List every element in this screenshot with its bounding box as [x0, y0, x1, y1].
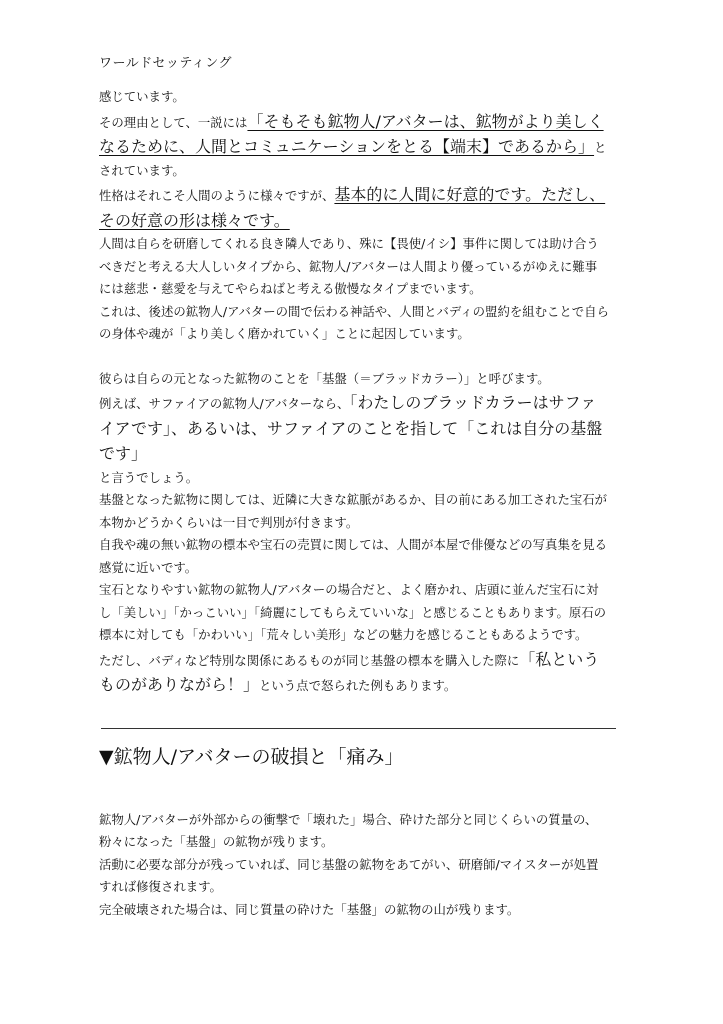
text-run: という点で怒られた例もあります。 [259, 678, 457, 693]
paragraph [99, 182, 609, 233]
horizontal-rule [101, 728, 616, 729]
paragraph [99, 390, 609, 489]
paragraph: 鉱物人/アバターが外部からの衝撃で「壊れた」場合、砕けた部分と同じくらいの質量の、粉々になった「基盤」の鉱物が残ります。 [99, 811, 598, 849]
paragraph [99, 647, 609, 698]
paragraph: 感じています。 [99, 89, 185, 104]
paragraph: 自我や魂の無い鉱物の標本や宝石の売買に関しては、人間が本屋で俳優などの写真集を見る感覚に近いです。 [99, 537, 608, 575]
underlined-emphasis: 基本的に人間に好意的です。ただし、その好意の形は様々です。 [99, 185, 606, 230]
document-body [99, 86, 609, 921]
text-run: ただし、バディなど特別な関係にあるものが同じ基盤の標本を購入した際に [99, 652, 520, 668]
paragraph: 基盤となった鉱物に関しては、近隣に大きな鉱脈があるか、目の前にある加工された宝石が本物かどうかくらいは一目で判別が付きます。 [99, 492, 608, 530]
large-quote: 「私というものがありながら！」 [99, 649, 600, 694]
section-heading: ▼鉱物人/アバターの破損と「痛み」 [99, 745, 404, 768]
paragraph: 完全破壊された場合は、同じ質量の砕けた「基盤」の鉱物の山が残ります。 [99, 901, 520, 917]
text-run: と言うでしょう。 [99, 469, 199, 485]
paragraph: 彼らは自らの元となった鉱物のことを「基盤（＝ブラッドカラー）」と呼びます。 [99, 370, 550, 386]
paragraph [99, 109, 609, 183]
text-run: 例えば、サファイアの鉱物人/アバターなら、 [99, 396, 350, 411]
paragraph: 宝石となりやすい鉱物の鉱物人/アバターの場合だと、よく磨かれ、店頭に並んだ宝石に対し「美しい」「かっこいい」「綺麗にしてもらえていいな」と感じることもあります。原石の標本に対しても「かわいい」「荒々しい美形」などの魅力を感じることもあるようです。 [99, 582, 607, 642]
underlined-quote: 「そもそも鉱物人/アバターは、鉱物がより美しくなるために、人間とコミュニケーションをとる【端末】であるから」 [99, 111, 604, 156]
text-run: とされています。 [99, 140, 607, 178]
paragraph: 人間は自らを研磨してくれる良き隣人であり、殊に【畏使/イシ】事件に関しては助け合うべきだと考える大人しいタイプから、鉱物人/アバターは人間より優っているがゆえに難事には慈悲・慈愛を与えてやらねばと考える傲慢なタイプまでいます。 [99, 236, 599, 296]
text-run: 性格はそれこそ人間のように様々ですが、 [99, 188, 335, 203]
paragraph: これは、後述の鉱物人/アバターの間で伝わる神話や、人間とバディの盟約を組むことで自らの身体や魂が「より美しく磨かれていく」ことに起因しています。 [99, 303, 609, 341]
blank-line [99, 771, 609, 809]
paragraph: 活動に必要な部分が残っていれば、同じ基盤の鉱物をあてがい、研磨師/マイスターが処置すれば修復されます。 [99, 856, 599, 894]
blank-line [99, 346, 609, 368]
text-run: その理由として、一説には [99, 114, 248, 130]
page-header: ワールドセッティング [99, 56, 233, 71]
large-quote: 「わたしのブラッドカラーはサファイアです」、あるいは、サファイアのことを指して「これは自分の基盤です」 [99, 393, 603, 463]
